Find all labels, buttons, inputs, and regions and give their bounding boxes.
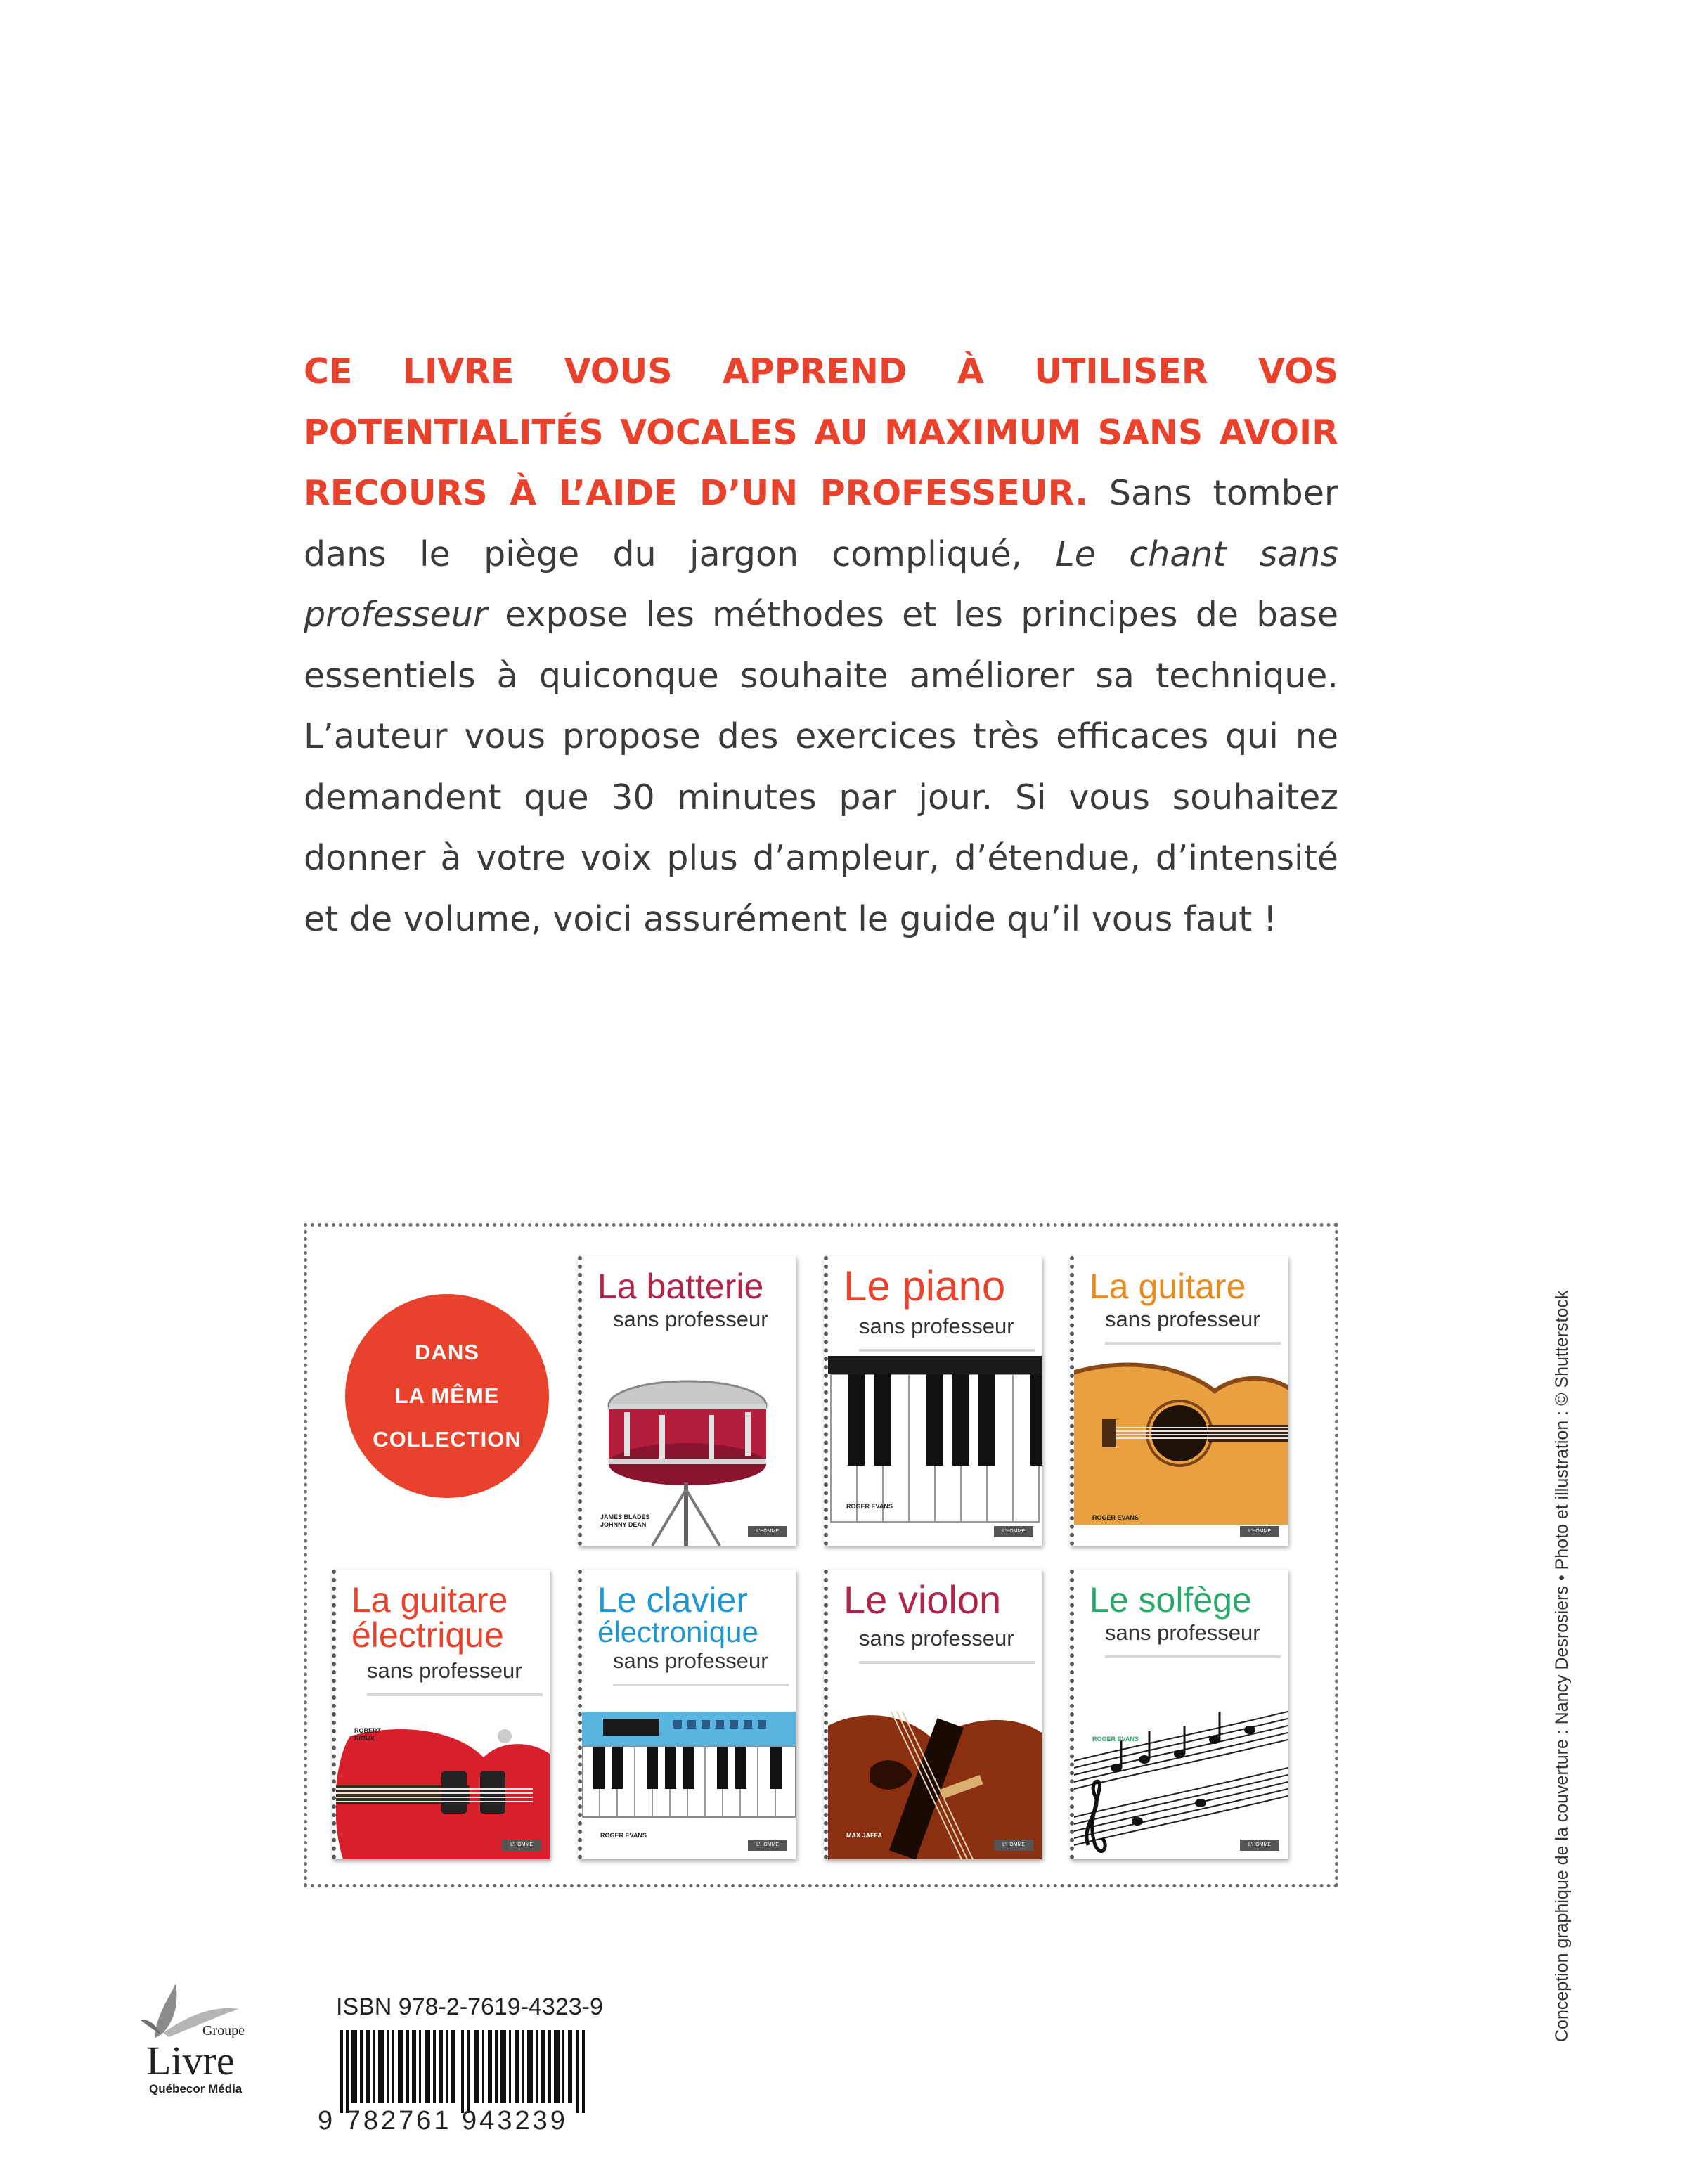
book-cover-solfege: [1070, 1570, 1288, 1859]
book-tagline-bar: [1105, 1655, 1281, 1658]
book-cover-batterie: [578, 1256, 796, 1546]
book-subtitle: sans professeur: [1105, 1620, 1260, 1645]
book-title: Le piano: [844, 1262, 1006, 1310]
barcode: [340, 2030, 588, 2113]
book-cover-guitare: [1070, 1256, 1288, 1546]
book-subtitle: sans professeur: [367, 1658, 522, 1683]
book-author: ROGER EVANS: [846, 1503, 893, 1510]
publisher-logo: L'HOMME: [994, 1840, 1033, 1851]
sheet-music-illustration: [1074, 1684, 1288, 1859]
logo-groupe: Groupe: [202, 2023, 245, 2038]
publisher-logo: L'HOMME: [1240, 1840, 1279, 1851]
book-tagline-bar: [859, 1349, 1035, 1352]
book-subtitle: sans professeur: [859, 1314, 1014, 1338]
book-subtitle: sans professeur: [613, 1648, 768, 1673]
badge-line-1: DANS: [415, 1340, 479, 1364]
book-tagline-bar: [613, 1684, 789, 1686]
blurb-book-title: Le chant sans professeur: [304, 534, 1338, 635]
cover-credit: Conception graphique de la couverture : Nancy Desrosiers • Photo et illustration : © Shutterstock: [1552, 1290, 1572, 2042]
book-title-line-1: Le clavier: [597, 1580, 748, 1620]
same-collection-panel: [304, 1223, 1338, 1887]
blurb-lead: CE LIVRE VOUS APPREND À UTILISER VOS POTENTIALITÉS VOCALES AU MAXIMUM SANS AVOIR RECOURS À L’AIDE D’UN PROFESSEUR.: [304, 351, 1338, 513]
book-author: JAMES BLADES JOHNNY DEAN: [600, 1513, 650, 1528]
book-author: MAX JAFFA: [846, 1832, 883, 1839]
book-author: ROGER EVANS: [1092, 1514, 1139, 1521]
ean-number: 9 782761 943239: [318, 2106, 568, 2135]
book-cover-piano: [824, 1256, 1042, 1546]
badge-line-2: LA MÊME: [394, 1383, 500, 1408]
book-author: ROGER EVANS: [1092, 1736, 1139, 1743]
blurb-text-2: expose les méthodes et les principes de base essentiels à quiconque souhaite améliorer sa technique. L’auteur vous propose des exercices très efficaces qui ne demandent que 30 minutes par jour. Si vous souhaitez donner à votre voix plus d’ampleur, d’étendue, d’intensité et de volume, voici assurément le guide qu’il vous faut !: [304, 595, 1338, 939]
book-title-line-1: La guitare: [351, 1580, 508, 1620]
book-subtitle: sans professeur: [859, 1626, 1014, 1650]
book-tagline-bar: [859, 1661, 1035, 1664]
book-tagline-bar: [1105, 1342, 1281, 1345]
blurb-text-1: Sans tomber dans le piège du jargon compliqué,: [304, 473, 1338, 574]
publisher-logo: L'HOMME: [1240, 1526, 1279, 1537]
book-tagline-bar: [367, 1693, 543, 1696]
book-title: Le solfège: [1090, 1580, 1252, 1620]
publisher-logo: L'HOMME: [502, 1840, 541, 1851]
book-cover-guitare-electrique: [332, 1570, 550, 1859]
book-subtitle: sans professeur: [1105, 1307, 1260, 1331]
book-title: Le violon: [844, 1577, 1002, 1622]
back-cover-blurb: [304, 342, 1338, 950]
collection-badge: [345, 1294, 549, 1498]
badge-line-3: COLLECTION: [373, 1427, 522, 1452]
groupe-livre-logo: [127, 1984, 253, 2103]
book-title: La guitare: [1090, 1267, 1246, 1306]
publisher-logo: L'HOMME: [748, 1840, 787, 1851]
book-subtitle: sans professeur: [613, 1307, 768, 1331]
book-cover-violon: [824, 1570, 1042, 1859]
book-author: ROBERT RIOUX: [354, 1727, 381, 1742]
piano-keys-illustration: [828, 1356, 1042, 1546]
book-cover-clavier-electronique: [578, 1570, 796, 1859]
publisher-logo: L'HOMME: [748, 1526, 787, 1537]
book-title-line-2: électrique: [351, 1615, 504, 1655]
publisher-logo: L'HOMME: [994, 1526, 1033, 1537]
book-author: ROGER EVANS: [600, 1832, 647, 1839]
book-title-line-2: électronique: [597, 1615, 758, 1648]
book-title: La batterie: [597, 1267, 764, 1306]
logo-livre: Livre: [146, 2038, 235, 2083]
isbn-label: ISBN 978-2-7619-4323-9: [336, 1994, 603, 2020]
logo-quebecor: Québecor Média: [149, 2082, 243, 2095]
